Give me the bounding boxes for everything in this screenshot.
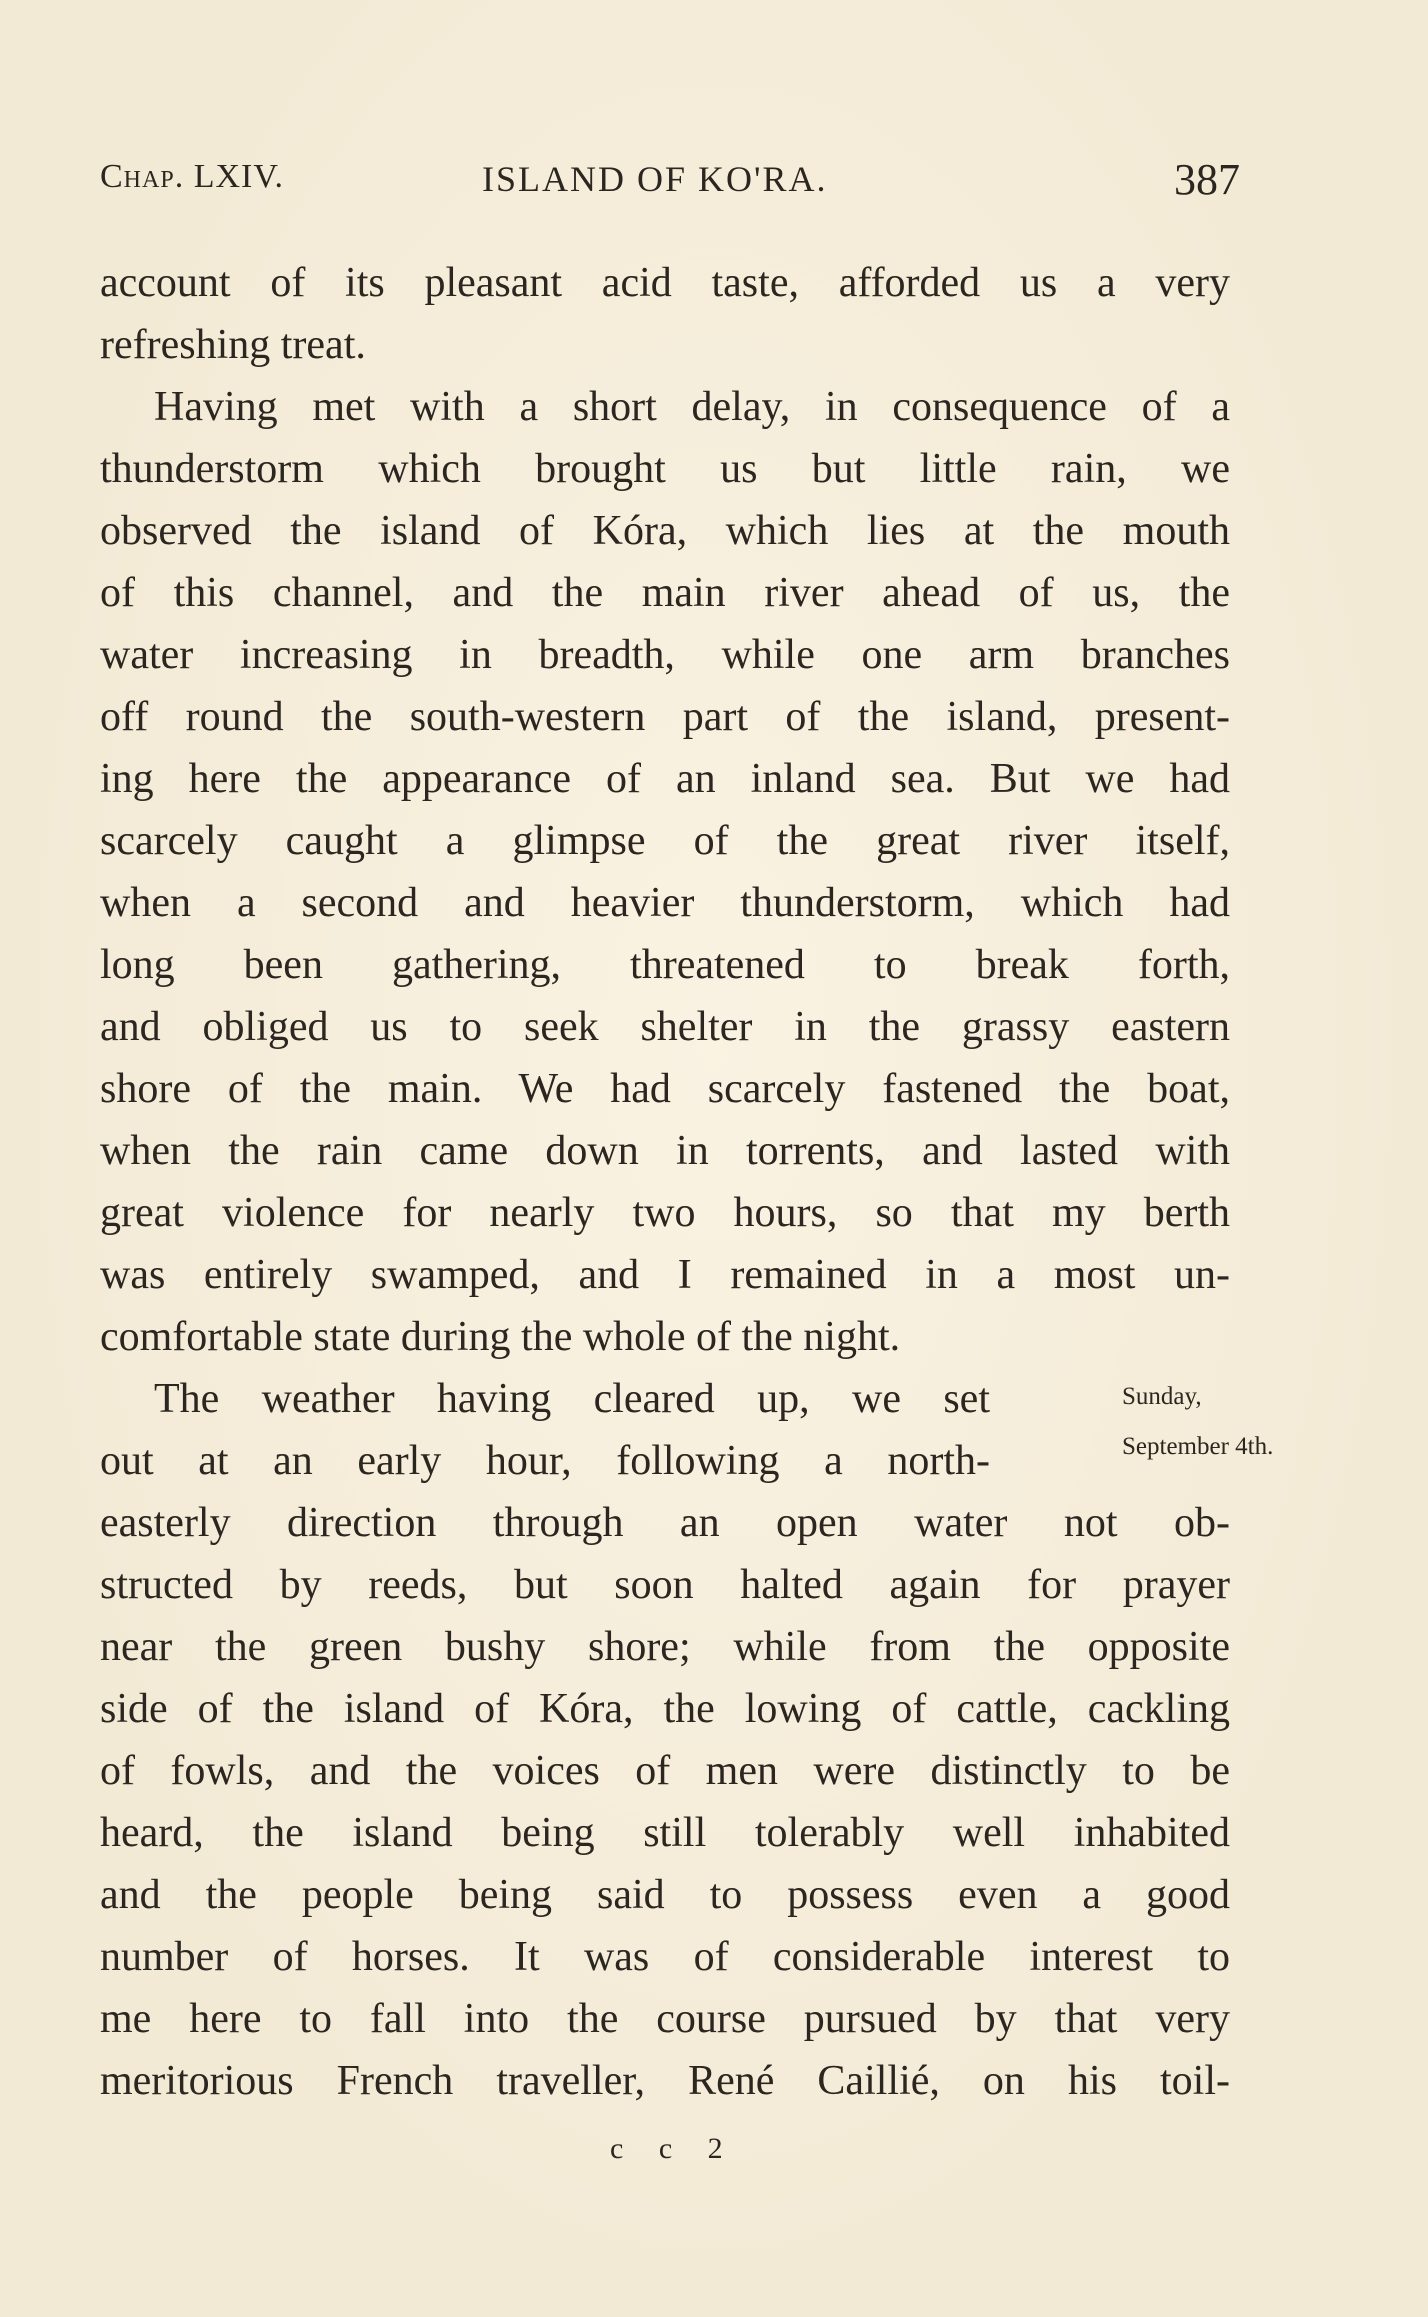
text-line: observed the island of Kóra, which lies at the mouth	[100, 508, 1230, 554]
chapter-label: Chap. LXIV.	[100, 158, 285, 195]
text-line: side of the island of Kóra, the lowing of cattle, cackling	[100, 1686, 1230, 1732]
page-number: 387	[1174, 155, 1240, 204]
text-line: when the rain came down in torrents, and lasted with	[100, 1128, 1230, 1174]
text-line: meritorious French traveller, René Caillié, on his toil-	[100, 2058, 1230, 2104]
text-line: scarcely caught a glimpse of the great river itself,	[100, 818, 1230, 864]
signature-mark: c c 2	[610, 2132, 737, 2165]
text-line: out at an early hour, following a north-	[100, 1438, 990, 1484]
text-line: of fowls, and the voices of men were distinctly to be	[100, 1748, 1230, 1794]
text-line: and the people being said to possess even a good	[100, 1872, 1230, 1918]
text-line: water increasing in breadth, while one arm branches	[100, 632, 1230, 678]
text-line: near the green bushy shore; while from the opposite	[100, 1624, 1230, 1670]
text-line: thunderstorm which brought us but little rain, we	[100, 446, 1230, 492]
text-line: account of its pleasant acid taste, afforded us a very	[100, 260, 1230, 306]
text-line: ing here the appearance of an inland sea. But we had	[100, 756, 1230, 802]
text-line: refreshing treat.	[100, 322, 366, 368]
text-line: off round the south-western part of the island, present-	[100, 694, 1230, 740]
running-head	[100, 155, 1240, 210]
text-line: great violence for nearly two hours, so that my berth	[100, 1190, 1230, 1236]
text-line: long been gathering, threatened to break forth,	[100, 942, 1230, 988]
text-line: was entirely swamped, and I remained in a most un-	[100, 1252, 1230, 1298]
text-line: me here to fall into the course pursued by that very	[100, 1996, 1230, 2042]
text-line: and obliged us to seek shelter in the grassy eastern	[100, 1004, 1230, 1050]
text-line: structed by reeds, but soon halted again for prayer	[100, 1562, 1230, 1608]
running-title: ISLAND OF KO'RA.	[482, 159, 828, 199]
text-line: shore of the main. We had scarcely fastened the boat,	[100, 1066, 1230, 1112]
marginal-note-date: September 4th.	[1122, 1433, 1274, 1460]
text-line: easterly direction through an open water not ob-	[100, 1500, 1230, 1546]
text-line: comfortable state during the whole of the night.	[100, 1314, 901, 1360]
text-line: Having met with a short delay, in consequence of a	[154, 384, 1230, 430]
text-line: The weather having cleared up, we set	[154, 1376, 990, 1422]
text-line: heard, the island being still tolerably well inhabited	[100, 1810, 1230, 1856]
text-line: when a second and heavier thunderstorm, which had	[100, 880, 1230, 926]
marginal-note-day: Sunday,	[1122, 1383, 1202, 1410]
text-line: of this channel, and the main river ahead of us, the	[100, 570, 1230, 616]
text-line: number of horses. It was of considerable interest to	[100, 1934, 1230, 1980]
